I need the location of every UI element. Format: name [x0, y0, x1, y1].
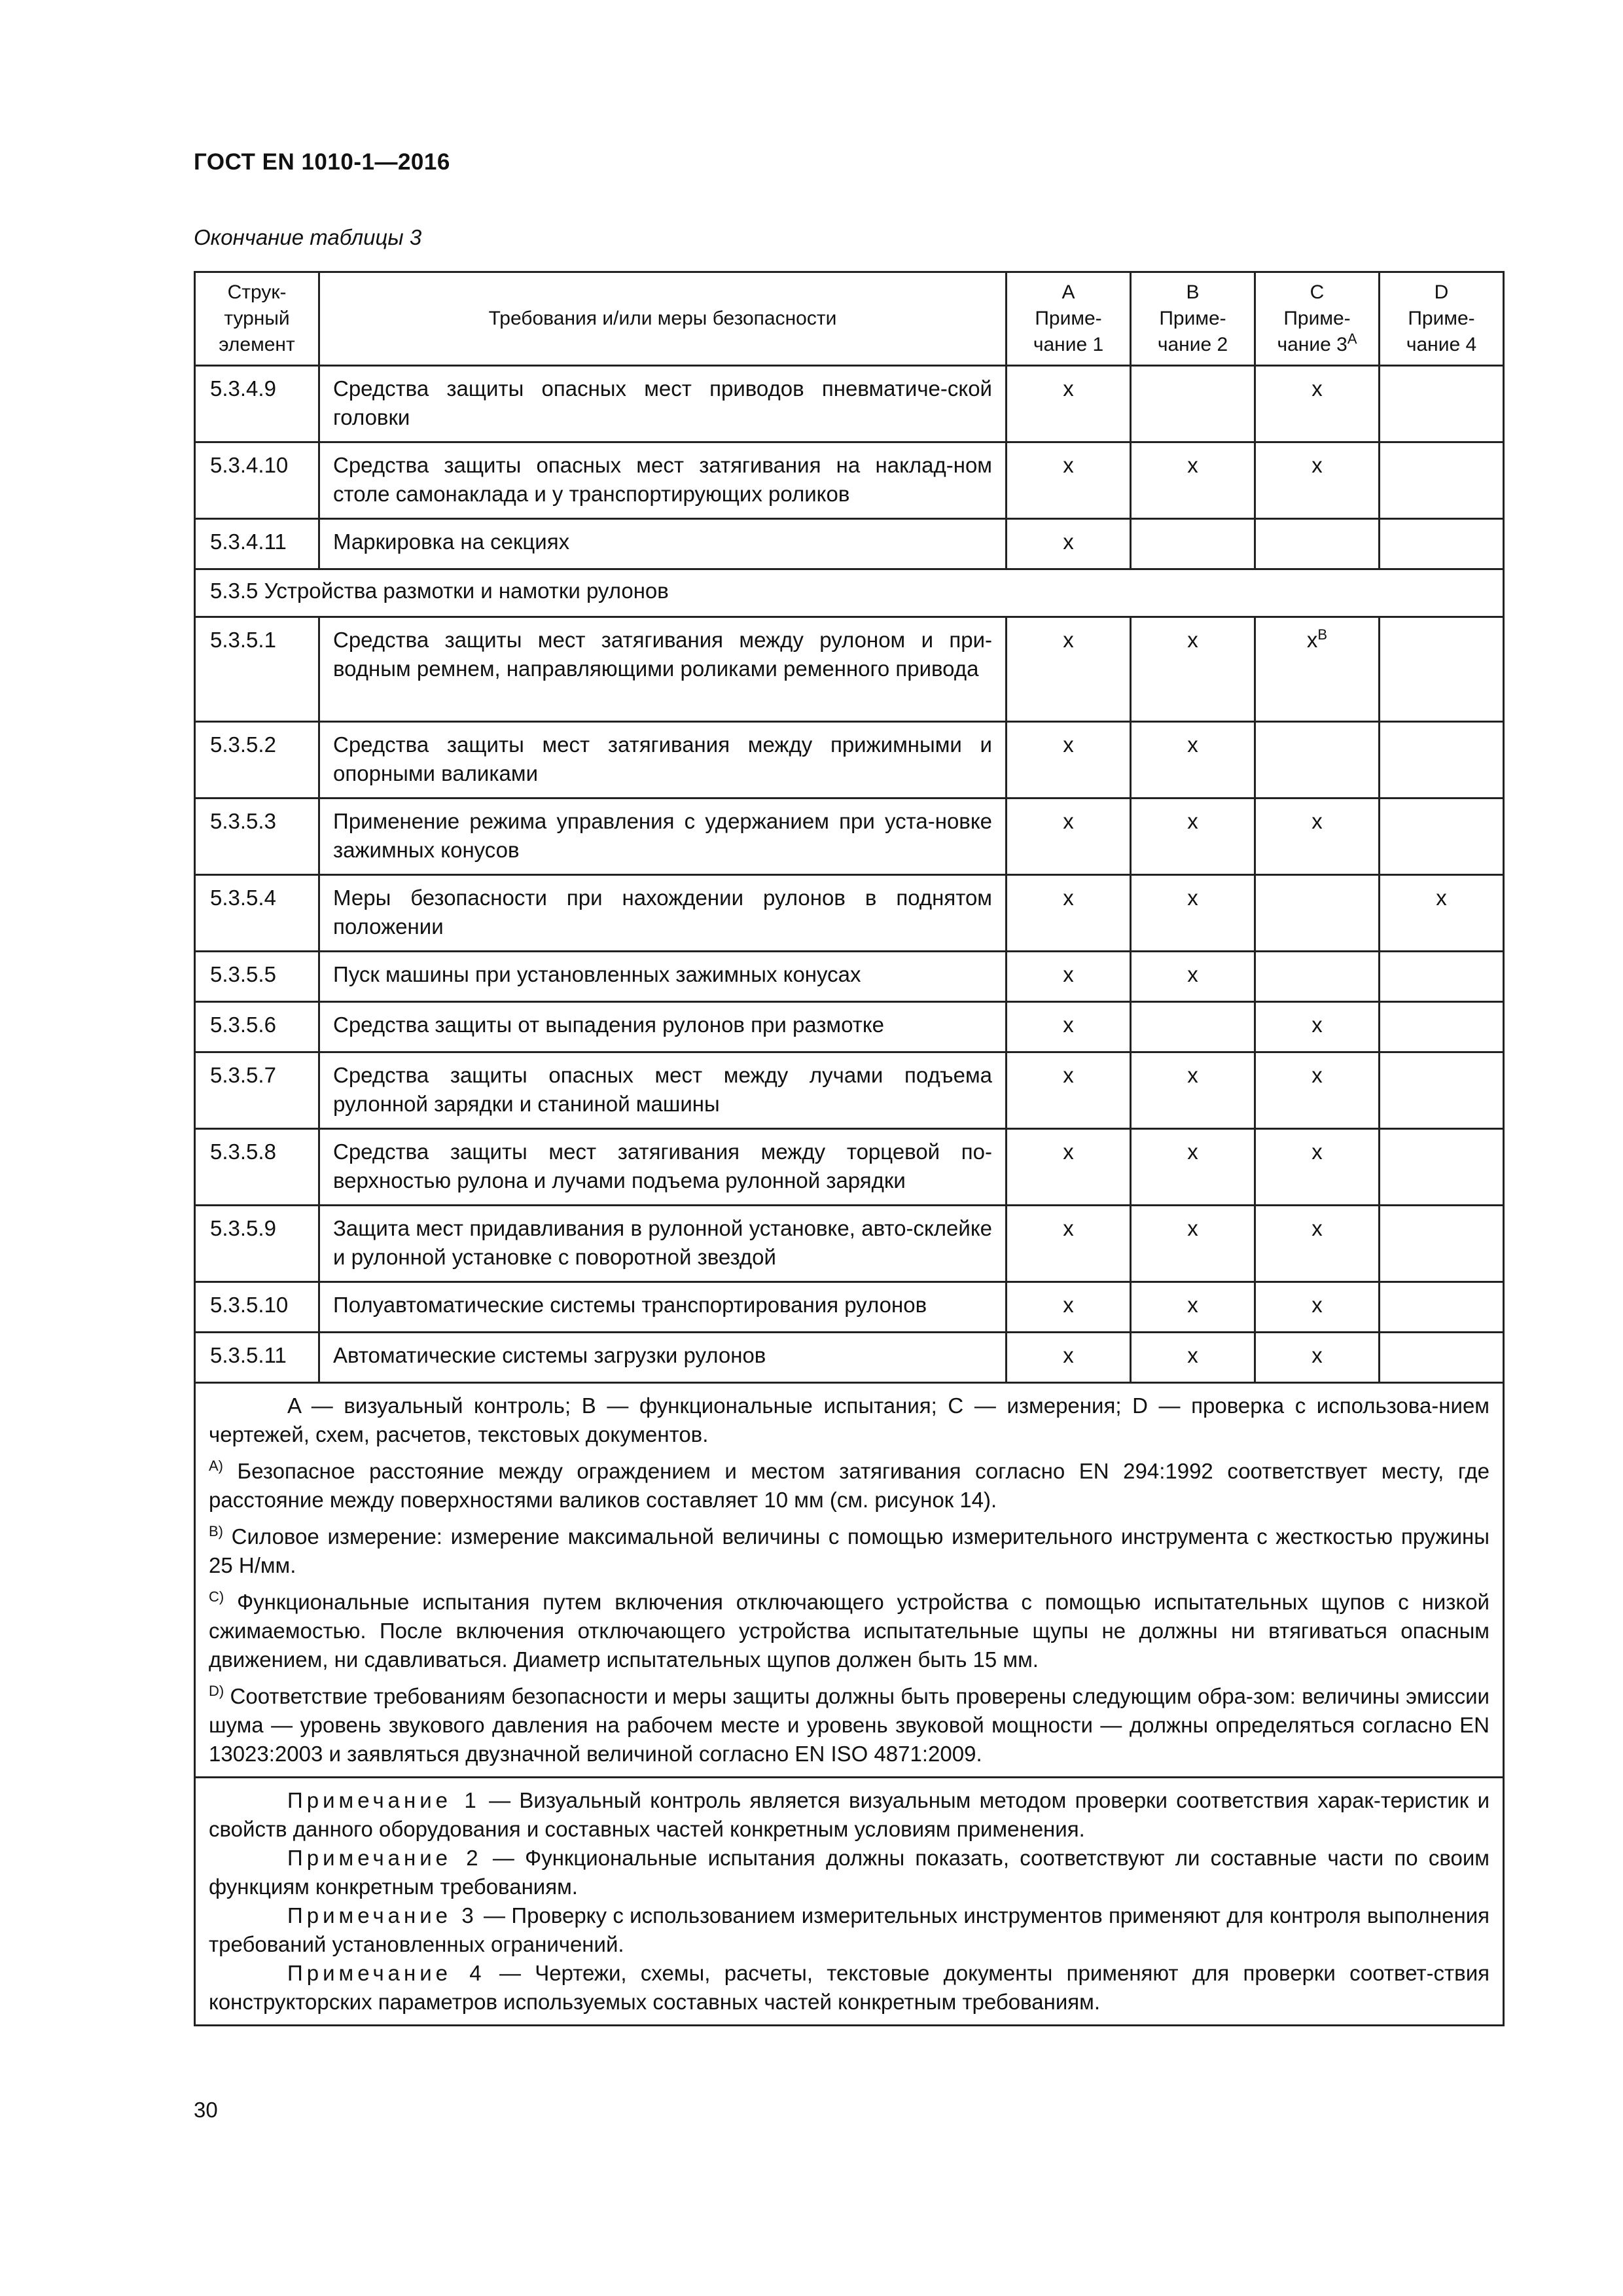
col-header-c-letter: C — [1310, 281, 1325, 303]
legend — [195, 1383, 1504, 1778]
row-mark-b: x — [1131, 1282, 1255, 1333]
row-code: 5.3.5.1 — [195, 617, 319, 722]
row-mark-b — [1131, 519, 1255, 569]
col-header-b-label: Приме-чание 2 — [1157, 308, 1228, 355]
row-requirement: Средства защиты от выпадения рулонов при размотке — [319, 1002, 1007, 1052]
row-requirement: Защита мест придавливания в рулонной установке, авто-склейке и рулонной установке с поворотной звездой — [319, 1206, 1007, 1282]
col-header-b — [1131, 272, 1255, 366]
row-mark-a: x — [1007, 952, 1131, 1002]
row-mark-c-value: x — [1306, 628, 1318, 652]
row-mark-d — [1380, 366, 1504, 442]
row-mark-b: x — [1131, 1052, 1255, 1129]
col-header-d — [1380, 272, 1504, 366]
footnote-b-mark: B) — [209, 1523, 223, 1539]
note-3-text: — Проверку с использованием измерительных инструментов применяют для контроля выполнения требований установленных ограничений. — [209, 1903, 1489, 1956]
row-mark-a: x — [1007, 1129, 1131, 1206]
row-mark-c-value: x — [1311, 1139, 1323, 1164]
row-mark-a: x — [1007, 366, 1131, 442]
note-3 — [209, 1901, 1489, 1959]
row-mark-d — [1380, 442, 1504, 519]
row-mark-c-value: x — [1311, 1063, 1323, 1087]
footnote-a — [209, 1457, 1489, 1515]
row-requirement: Средства защиты мест затягивания между прижимными и опорными валиками — [319, 722, 1007, 798]
table-row — [195, 1282, 1504, 1333]
row-mark-c — [1255, 617, 1380, 722]
row-mark-c-value: x — [1311, 453, 1323, 477]
note-4-label: Примечание 4 — [287, 1961, 486, 1985]
section-title: 5.3.5 Устройства размотки и намотки рулонов — [195, 569, 1504, 617]
row-mark-c — [1255, 875, 1380, 952]
row-mark-a: x — [1007, 519, 1131, 569]
row-mark-c-value: x — [1311, 1293, 1323, 1317]
col-header-b-letter: B — [1186, 281, 1200, 303]
footnote-a-mark: A) — [209, 1458, 223, 1474]
table-caption: Окончание таблицы 3 — [194, 225, 422, 249]
row-mark-a: x — [1007, 798, 1131, 875]
row-requirement: Автоматические системы загрузки рулонов — [319, 1333, 1007, 1383]
row-mark-c — [1255, 798, 1380, 875]
page-number: 30 — [194, 2098, 218, 2122]
row-mark-c — [1255, 366, 1380, 442]
table-row — [195, 442, 1504, 519]
table-row — [195, 1333, 1504, 1383]
row-mark-c — [1255, 519, 1380, 569]
table-row — [195, 722, 1504, 798]
row-mark-d — [1380, 617, 1504, 722]
row-requirement: Пуск машины при установленных зажимных конусах — [319, 952, 1007, 1002]
footnote-d-text: Соответствие требованиям безопасности и меры защиты должны быть проверены следующим обра-зом: величины эмиссии шума — уровень звукового давления на рабочем месте и уровень звуковой мощности — должны определяться согласно EN 13023:2003 и заявляться двузначной величиной согласно EN ISO 4871:2009. — [209, 1684, 1489, 1766]
section-row — [195, 569, 1504, 617]
row-mark-d — [1380, 1206, 1504, 1282]
col-header-c — [1255, 272, 1380, 366]
row-mark-b: x — [1131, 1206, 1255, 1282]
row-mark-b: x — [1131, 442, 1255, 519]
row-mark-a: x — [1007, 1282, 1131, 1333]
footnote-c-mark: C) — [209, 1588, 224, 1605]
row-requirement: Средства защиты мест затягивания между рулоном и при-водным ремнем, направляющими роликами ременного привода — [319, 617, 1007, 722]
row-mark-c — [1255, 1206, 1380, 1282]
table-row — [195, 617, 1504, 722]
row-requirement: Средства защиты опасных мест затягивания на наклад-ном столе самонаклада и у транспортирующих роликов — [319, 442, 1007, 519]
row-mark-b — [1131, 1002, 1255, 1052]
note-2-text: — Функциональные испытания должны показать, соответствуют ли составные части по своим функциям конкретным требованиям. — [209, 1846, 1489, 1899]
row-requirement: Полуавтоматические системы транспортирования рулонов — [319, 1282, 1007, 1333]
row-code: 5.3.4.10 — [195, 442, 319, 519]
row-mark-b: x — [1131, 875, 1255, 952]
note-4-text: — Чертежи, схемы, расчеты, текстовые документы применяют для проверки соответ-ствия конструкторских параметров используемых составных частей конкретным требованиям. — [209, 1961, 1490, 2014]
row-code: 5.3.4.9 — [195, 366, 319, 442]
row-mark-c — [1255, 722, 1380, 798]
row-mark-b — [1131, 366, 1255, 442]
legend-intro: A — визуальный контроль; B — функциональные испытания; C — измерения; D — проверка с использова-нием чертежей, схем, расчетов, текстовых документов. — [209, 1393, 1489, 1446]
row-mark-d — [1380, 952, 1504, 1002]
note-1-text: — Визуальный контроль является визуальным методом проверки соответствия харак-теристик и свойств данного оборудования и составных частей конкретным условиям применения. — [209, 1788, 1490, 1841]
row-requirement: Применение режима управления с удержанием при уста-новке зажимных конусов — [319, 798, 1007, 875]
col-header-d-label: Приме-чание 4 — [1406, 308, 1477, 355]
col-header-c-sup: A — [1347, 331, 1357, 347]
note-2-label: Примечание 2 — [287, 1846, 482, 1870]
row-code: 5.3.5.6 — [195, 1002, 319, 1052]
row-mark-c — [1255, 442, 1380, 519]
row-code: 5.3.5.11 — [195, 1333, 319, 1383]
table-header-row — [195, 272, 1504, 366]
footnote-b-text: Силовое измерение: измерение максимальной величины с помощью измерительного инструмента с жесткостью пружины 25 Н/мм. — [209, 1524, 1489, 1577]
row-mark-a: x — [1007, 442, 1131, 519]
row-requirement: Средства защиты мест затягивания между торцевой по-верхностью рулона и лучами подъема рулонной зарядки — [319, 1129, 1007, 1206]
row-code: 5.3.5.8 — [195, 1129, 319, 1206]
row-mark-c — [1255, 1052, 1380, 1129]
footnote-d-mark: D) — [209, 1683, 224, 1699]
row-mark-c — [1255, 1002, 1380, 1052]
row-mark-d — [1380, 1333, 1504, 1383]
col-header-requirements: Требования и/или меры безопасности — [319, 272, 1007, 366]
row-code: 5.3.4.11 — [195, 519, 319, 569]
notes-row — [195, 1778, 1504, 2026]
col-header-element: Струк-турный элемент — [195, 272, 319, 366]
row-mark-b: x — [1131, 952, 1255, 1002]
row-requirement: Меры безопасности при нахождении рулонов в поднятом положении — [319, 875, 1007, 952]
row-mark-c — [1255, 1282, 1380, 1333]
row-mark-b: x — [1131, 1333, 1255, 1383]
row-code: 5.3.5.2 — [195, 722, 319, 798]
table-row — [195, 1052, 1504, 1129]
table-row — [195, 798, 1504, 875]
row-requirement: Средства защиты опасных мест приводов пневматиче-ской головки — [319, 366, 1007, 442]
row-code: 5.3.5.9 — [195, 1206, 319, 1282]
row-code: 5.3.5.3 — [195, 798, 319, 875]
row-code: 5.3.5.10 — [195, 1282, 319, 1333]
row-code: 5.3.5.5 — [195, 952, 319, 1002]
row-mark-c-sup: B — [1317, 626, 1328, 643]
table-row — [195, 952, 1504, 1002]
footnote-d — [209, 1682, 1489, 1768]
footnote-c-text: Функциональные испытания путем включения отключающего устройства с помощью испытательных щупов с низкой сжимаемостью. После включения отключающего устройства испытательные щупы не должны ни втягиваться опасным движением, ни сдавливаться. Диаметр испытательных щупов должен быть 15 мм. — [209, 1590, 1489, 1672]
col-header-c-label: Приме-чание 3 — [1277, 308, 1351, 355]
row-mark-b: x — [1131, 1129, 1255, 1206]
row-mark-a: x — [1007, 1002, 1131, 1052]
row-mark-a: x — [1007, 722, 1131, 798]
table-row — [195, 1002, 1504, 1052]
requirements-table — [194, 271, 1505, 2026]
note-3-label: Примечание 3 — [287, 1903, 478, 1928]
legend-row — [195, 1383, 1504, 1778]
row-mark-d — [1380, 1129, 1504, 1206]
row-mark-c-value: x — [1311, 376, 1323, 401]
row-mark-c — [1255, 1129, 1380, 1206]
row-mark-b: x — [1131, 617, 1255, 722]
col-header-d-letter: D — [1434, 281, 1449, 303]
row-mark-c-value: x — [1311, 809, 1323, 833]
row-code: 5.3.5.7 — [195, 1052, 319, 1129]
row-code: 5.3.5.4 — [195, 875, 319, 952]
document-header: ГОСТ EN 1010-1—2016 — [194, 149, 450, 175]
footnote-b — [209, 1522, 1489, 1580]
notes — [195, 1778, 1504, 2026]
table-row — [195, 875, 1504, 952]
footnote-c — [209, 1588, 1489, 1674]
row-mark-a: x — [1007, 1333, 1131, 1383]
row-mark-c — [1255, 1333, 1380, 1383]
row-mark-d — [1380, 798, 1504, 875]
note-4 — [209, 1959, 1489, 2017]
row-mark-c-value: x — [1311, 1216, 1323, 1240]
row-mark-c-value: x — [1311, 1343, 1323, 1367]
table-row — [195, 366, 1504, 442]
col-header-a-letter: A — [1061, 281, 1075, 303]
row-requirement: Маркировка на секциях — [319, 519, 1007, 569]
row-mark-c-value: x — [1311, 1013, 1323, 1037]
note-1 — [209, 1786, 1489, 1844]
row-mark-d — [1380, 519, 1504, 569]
table-row — [195, 1129, 1504, 1206]
col-header-a-label: Приме-чание 1 — [1033, 308, 1104, 355]
note-2 — [209, 1844, 1489, 1901]
row-mark-d — [1380, 722, 1504, 798]
row-mark-b: x — [1131, 798, 1255, 875]
footnote-a-text: Безопасное расстояние между ограждением и местом затягивания согласно EN 294:1992 соответствует месту, где расстояние между поверхностями валиков составляет 10 мм (см. рисунок 14). — [209, 1459, 1489, 1512]
row-requirement: Средства защиты опасных мест между лучами подъема рулонной зарядки и станиной машины — [319, 1052, 1007, 1129]
note-1-label: Примечание 1 — [287, 1788, 480, 1812]
row-mark-a: x — [1007, 1052, 1131, 1129]
row-mark-a: x — [1007, 1206, 1131, 1282]
col-header-a — [1007, 272, 1131, 366]
row-mark-b: x — [1131, 722, 1255, 798]
table-row — [195, 519, 1504, 569]
row-mark-c — [1255, 952, 1380, 1002]
row-mark-d — [1380, 1282, 1504, 1333]
row-mark-d: x — [1380, 875, 1504, 952]
row-mark-a: x — [1007, 875, 1131, 952]
table-row — [195, 1206, 1504, 1282]
row-mark-a: x — [1007, 617, 1131, 722]
row-mark-d — [1380, 1002, 1504, 1052]
row-mark-d — [1380, 1052, 1504, 1129]
